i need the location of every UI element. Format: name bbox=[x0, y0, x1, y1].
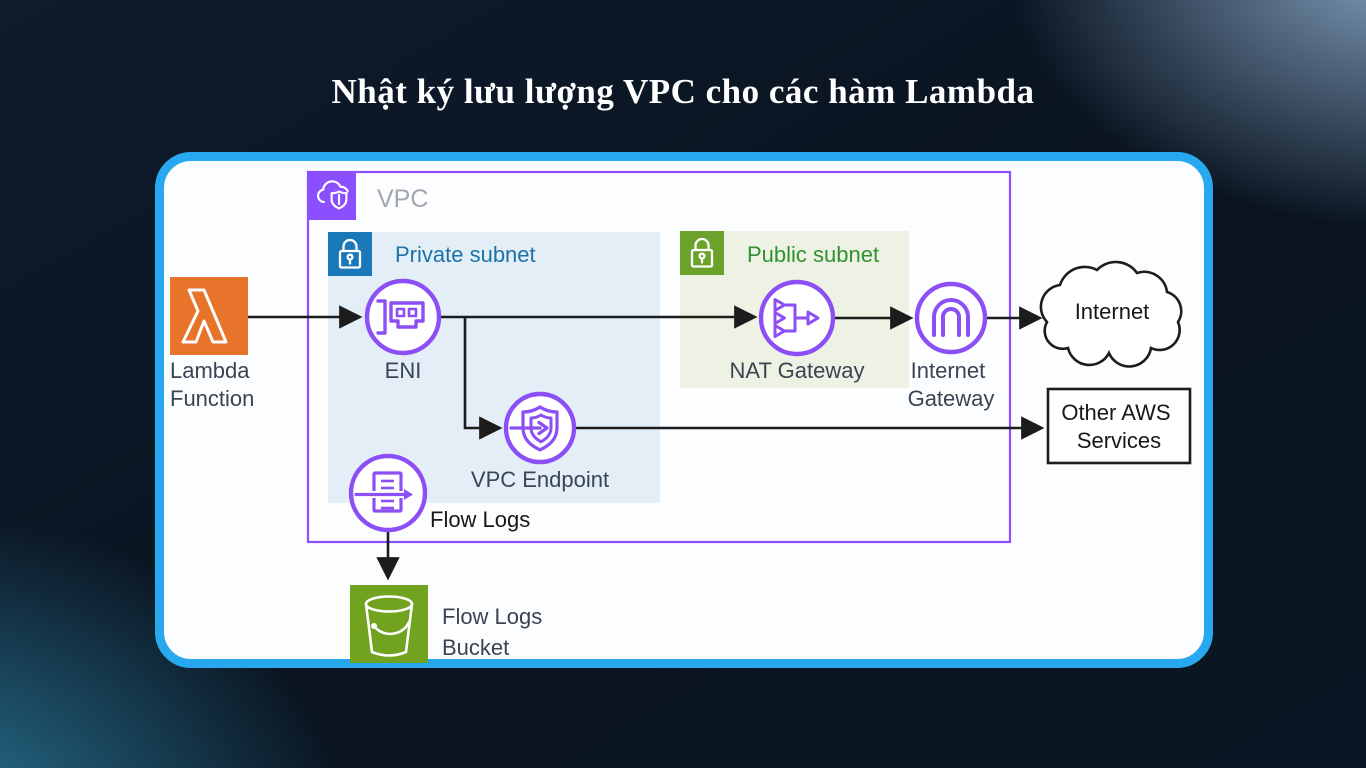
internet-cloud-label: Internet bbox=[1074, 299, 1150, 324]
lambda-function-label: Lambda Function bbox=[170, 358, 255, 411]
other-aws-services-box bbox=[1048, 389, 1190, 463]
private-subnet-label: Private subnet bbox=[395, 242, 536, 267]
nat-gateway-icon bbox=[761, 282, 833, 354]
page-title: Nhật ký lưu lượng VPC cho các hàm Lambda bbox=[331, 72, 1035, 111]
other-aws-services-label: Other AWS Services bbox=[1061, 400, 1171, 453]
nat-gateway-label: NAT Gateway bbox=[729, 358, 865, 383]
vpc-label: VPC bbox=[377, 185, 429, 213]
eni-icon bbox=[367, 281, 439, 353]
architecture-diagram bbox=[155, 152, 1213, 668]
flow-logs-bucket-label: Flow Logs Bucket bbox=[442, 604, 543, 660]
flow-logs-bucket-icon bbox=[350, 585, 428, 663]
public-subnet-label: Public subnet bbox=[747, 242, 880, 267]
internet-cloud bbox=[1041, 262, 1181, 366]
public-subnet-lock-icon bbox=[680, 231, 724, 275]
eni-label: ENI bbox=[384, 358, 422, 383]
flow-logs-label: Flow Logs bbox=[430, 507, 531, 532]
internet-gateway-icon bbox=[917, 284, 985, 352]
diagram-panel bbox=[155, 152, 1213, 668]
flow-logs-icon bbox=[351, 456, 425, 530]
vpc-endpoint-icon bbox=[506, 394, 574, 462]
lambda-function-icon bbox=[170, 277, 248, 355]
vpc-icon bbox=[308, 172, 356, 220]
internet-gateway-label: Internet Gateway bbox=[907, 358, 995, 411]
private-subnet-lock-icon bbox=[328, 232, 372, 276]
vpc-endpoint-label: VPC Endpoint bbox=[470, 467, 610, 492]
